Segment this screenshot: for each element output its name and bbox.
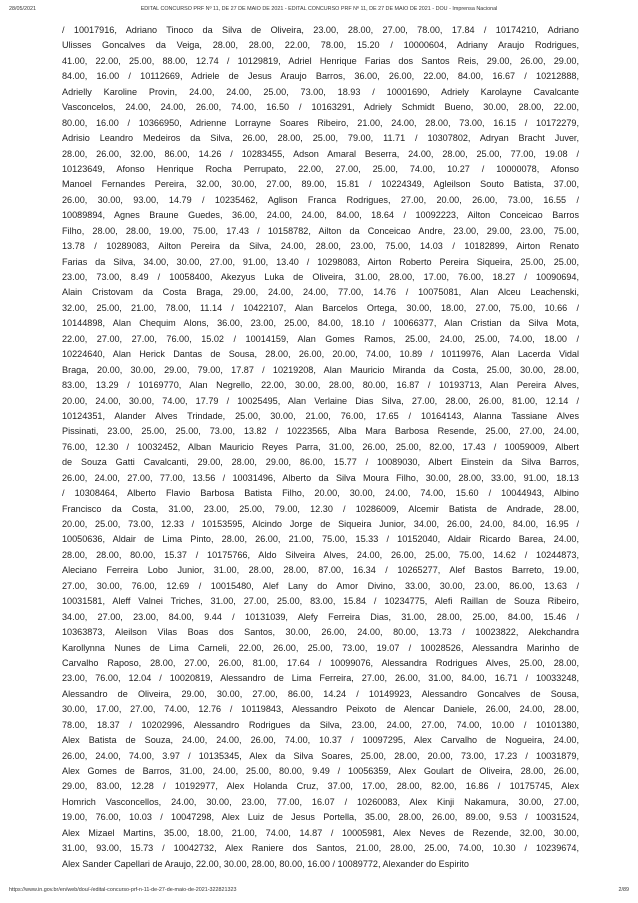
text-line: 13.78 / 10289083, Ailton Pereira da Silva, 24.00, 28.00, 23.00, 75.00, 14.03 / 10182899, Airton Renato xyxy=(62,241,579,252)
text-line: 10123649, Afonso Henrique Rocha Perrupato, 22.00, 27.00, 25.00, 74.00, 10.27 / 10000078, Afonso xyxy=(62,163,579,174)
text-line: Karollynna Nunes de Lima Carneli, 22.00, 26.00, 25.00, 73.00, 19.07 / 10028526, Alessandra Marinho de xyxy=(62,642,579,653)
text-line: 31.00, 93.00, 15.73 / 10042732, Alex Raniere dos Santos, 21.00, 28.00, 25.00, 74.00, 10.30 / 10239674, xyxy=(62,843,579,854)
text-line: Adrielly Karoline Provin, 24.00, 24.00, 25.00, 73.00, 18.93 / 10001690, Adriely Karolayne Cavalcante xyxy=(62,86,579,97)
text-line: 20.00, 24.00, 30.00, 74.00, 17.79 / 10025495, Alan Verlaine Dias Silva, 27.00, 28.00, 26.00, 81.00, 12.14 / xyxy=(62,395,579,406)
document-title: EDITAL CONCURSO PRF Nº 11, DE 27 DE MAIO DE 2021 - EDITAL CONCURSO PRF Nº 11, DE 27 DE MAIO DE 2021 - DOU - Imprensa Nacional xyxy=(140,6,498,12)
text-line: 23.00, 73.00, 8.49 / 10058400, Akezyus Luka de Oliveira, 31.00, 28.00, 17.00, 76.00, 18.27 / 10090694, xyxy=(62,272,579,282)
text-line: 19.00, 76.00, 10.03 / 10047298, Alex Luiz de Jesus Portella, 35.00, 28.00, 26.00, 89.00, 9.53 / 10031524, xyxy=(62,812,579,823)
text-line: 10089894, Agnes Braune Guedes, 36.00, 24.00, 24.00, 84.00, 18.64 / 10092223, Ailton Conceicao Barros xyxy=(62,210,579,221)
text-line: Carvalho Raposo, 28.00, 27.00, 26.00, 81.00, 17.64 / 10099076, Alessandra Rodrigues Alves, 25.00, 28.00, xyxy=(62,657,579,668)
text-line: 26.00, 24.00, 74.00, 3.97 / 10135345, Alex da Silva Soares, 25.00, 28.00, 20.00, 73.00, 17.23 / 10031879, xyxy=(62,750,579,761)
text-line: 28.00, 26.00, 32.00, 86.00, 14.26 / 10283455, Adson Amaral Beserra, 24.00, 28.00, 25.00, 77.00, 19.08 / xyxy=(62,148,579,159)
text-line: 26.00, 24.00, 27.00, 77.00, 13.56 / 10031496, Alberto da Silva Moura Filho, 30.00, 28.00, 33.00, 91.00, 18.13 xyxy=(62,472,579,483)
text-line: Farias da Silva, 34.00, 30.00, 27.00, 91.00, 13.40 / 10298083, Airton Roberto Pereira Siqueira, 25.00, 25.00, xyxy=(62,256,579,267)
page-footer xyxy=(9,887,629,897)
text-line: Pissinati, 23.00, 25.00, 25.00, 73.00, 13.82 / 10223565, Alba Mara Barbosa Resende, 25.00, 27.00, 24.00, xyxy=(62,426,579,437)
print-date: 28/05/2021 xyxy=(9,6,36,12)
text-line: Alex Batista de Souza, 24.00, 24.00, 26.00, 74.00, 10.37 / 10097295, Alex Carvalho de Nogueira, 24.00, xyxy=(62,735,579,746)
text-line: Filho, 28.00, 28.00, 19.00, 75.00, 17.43 / 10158782, Ailton da Conceicao Andre, 23.00, 29.00, 23.00, 75.00, xyxy=(62,225,579,236)
text-line: 32.00, 25.00, 21.00, 78.00, 11.14 / 10422107, Alan Barcelos Ortega, 30.00, 18.00, 27.00, 75.00, 10.66 / xyxy=(62,302,579,313)
text-line: Alex Mizael Martins, 35.00, 18.00, 21.00, 74.00, 14.87 / 10005981, Alex Neves de Rezende, 32.00, 30.00, xyxy=(62,827,579,838)
text-line: Adrisio Leandro Medeiros da Silva, 26.00, 28.00, 25.00, 79.00, 11.71 / 10307802, Adryan Bracht Juver, xyxy=(62,133,579,144)
text-line: 10031581, Aleff Valnei Triches, 31.00, 27.00, 25.00, 83.00, 15.84 / 10234775, Alefi Raillan de Souza Ribeiro, xyxy=(62,596,579,607)
text-line: 10144898, Alan Chequim Alons, 36.00, 23.00, 25.00, 84.00, 18.10 / 10066377, Alan Cristian da Silva Mota, xyxy=(62,318,579,329)
text-line: 23.00, 76.00, 12.04 / 10020819, Alessandro de Lima Ferreira, 27.00, 26.00, 31.00, 84.00, 16.71 / 10033248, xyxy=(62,673,579,684)
text-line: Ulisses Goncalves da Veiga, 28.00, 28.00, 22.00, 78.00, 15.20 / 10000604, Adriany Araujo Rodrigues, xyxy=(62,40,579,51)
text-line: 27.00, 30.00, 76.00, 12.69 / 10015480, Alef Lany do Amor Divino, 33.00, 30.00, 23.00, 86.00, 13.63 / xyxy=(62,580,579,591)
text-line: 10224640, Alan Herick Dantas de Sousa, 28.00, 26.00, 20.00, 74.00, 10.89 / 10119976, Alan Lacerda Vidal xyxy=(62,349,579,360)
text-line: Braga, 20.00, 30.00, 29.00, 79.00, 17.87 / 10219208, Alan Mauricio Miranda da Costa, 25.00, 30.00, 28.00, xyxy=(62,364,579,375)
text-line: 26.00, 30.00, 93.00, 14.79 / 10235462, Aglison Franca Rodrigues, 27.00, 20.00, 26.00, 73.00, 16.55 / xyxy=(62,194,579,205)
text-line: 76.00, 12.30 / 10032452, Alban Mauricio Reyes Parra, 31.00, 26.00, 25.00, 82.00, 17.43 / 10059009, Albert xyxy=(62,441,579,452)
text-line: 29.00, 83.00, 12.28 / 10192977, Alex Holanda Cruz, 37.00, 17.00, 28.00, 82.00, 16.86 / 10175745, Alex xyxy=(62,781,579,792)
text-line: 20.00, 25.00, 73.00, 12.33 / 10153595, Alcindo Jorge de Siqueira Junior, 34.00, 26.00, 24.00, 84.00, 16.95 / xyxy=(62,519,579,529)
text-line: de Souza Gatti Cavalcanti, 29.00, 28.00, 29.00, 86.00, 15.77 / 10089030, Albert Einstein da Silva Barros, xyxy=(62,457,579,468)
text-line: Alex Gomes de Barros, 31.00, 24.00, 25.00, 80.00, 9.49 / 10056359, Alex Goulart de Oliveira, 28.00, 26.00, xyxy=(62,766,579,776)
text-line: Alex Sander Capellari de Araujo, 22.00, 30.00, 28.00, 80.00, 16.00 / 10089772, Alexander do Espirito xyxy=(62,858,469,869)
text-line: 80.00, 16.00 / 10366950, Adrienne Lorrayne Soares Ribeiro, 21.00, 24.00, 28.00, 73.00, 16.15 / 10172279, xyxy=(62,117,579,128)
text-line: Francisco da Costa, 31.00, 23.00, 25.00, 79.00, 12.30 / 10286009, Alcemir Batista de Andrade, 28.00, xyxy=(62,503,579,514)
page-header xyxy=(9,6,629,16)
text-line: Alessandro de Oliveira, 29.00, 30.00, 27.00, 86.00, 14.24 / 10149923, Alessandro Goncalves de Sousa, xyxy=(62,688,579,699)
text-line: / 10308464, Alberto Flavio Barbosa Batista Filho, 20.00, 30.00, 24.00, 74.00, 15.60 / 10044943, Albino xyxy=(62,488,579,499)
text-line: 30.00, 17.00, 27.00, 74.00, 12.76 / 10119843, Alessandro Peixoto de Alencar Daniele, 26.00, 24.00, 28.00, xyxy=(62,704,579,715)
page-url-link[interactable]: https://www.in.gov.br/en/web/dou/-/edital-concurso-prf-n-11-de-27-de-maio-de-2021-322821323 xyxy=(9,887,237,893)
text-line: Homrich Vasconcellos, 24.00, 30.00, 23.00, 77.00, 16.07 / 10260083, Alex Kinji Nakamura, 30.00, 27.00, xyxy=(62,796,579,807)
document-body xyxy=(62,23,579,872)
text-line: Manoel Fernandes Pereira, 32.00, 30.00, 27.00, 89.00, 15.81 / 10224349, Agleilson Souto Batista, 37.00, xyxy=(62,179,579,190)
text-line: 83.00, 13.29 / 10169770, Alan Negrello, 22.00, 30.00, 28.00, 80.00, 16.87 / 10193713, Alan Pereira Alves, xyxy=(62,380,579,391)
text-line: 78.00, 18.37 / 10202996, Alessandro Rodrigues da Silva, 23.00, 24.00, 27.00, 74.00, 10.00 / 10101380, xyxy=(62,719,579,730)
text-line: Vasconcelos, 24.00, 24.00, 26.00, 74.00, 16.50 / 10163291, Adriely Schmidt Bueno, 30.00, 28.00, 22.00, xyxy=(62,102,579,113)
text-line: 10050636, Aldair de Lima Pinto, 28.00, 26.00, 21.00, 75.00, 15.33 / 10152040, Aldair Ricardo Barea, 24.00, xyxy=(62,534,579,545)
text-line: 84.00, 16.00 / 10112669, Adriele de Jesus Araujo Barros, 36.00, 26.00, 22.00, 84.00, 16.67 / 10212888, xyxy=(62,71,579,82)
text-line: 28.00, 28.00, 80.00, 15.37 / 10175766, Aldo Silveira Alves, 24.00, 26.00, 25.00, 75.00, 14.62 / 10244873, xyxy=(62,549,579,560)
page-number: 2/89 xyxy=(618,887,629,893)
text-line: Alain Cristovam da Costa Braga, 29.00, 24.00, 24.00, 77.00, 14.76 / 10075081, Alan Alceu Leachenski, xyxy=(62,287,579,298)
text-line: / 10017916, Adriano Tinoco da Silva de Oliveira, 23.00, 28.00, 27.00, 78.00, 17.84 / 10174210, Adriano xyxy=(62,25,579,35)
text-line: 34.00, 27.00, 23.00, 84.00, 9.44 / 10131039, Alefy Ferreira Dias, 31.00, 28.00, 25.00, 84.00, 15.46 / xyxy=(62,611,579,622)
text-line: 22.00, 27.00, 27.00, 76.00, 15.02 / 10014159, Alan Gomes Ramos, 25.00, 24.00, 25.00, 74.00, 18.00 / xyxy=(62,333,579,344)
text-line: 10363873, Aleilson Vilas Boas dos Santos, 30.00, 26.00, 24.00, 80.00, 13.73 / 10023822, Alekchandra xyxy=(62,627,579,638)
text-line: 10124351, Alander Alves Trindade, 25.00, 30.00, 21.00, 76.00, 17.65 / 10164143, Alanna Tassiane Alves xyxy=(62,410,579,421)
text-line: 41.00, 22.00, 25.00, 88.00, 12.74 / 10129819, Adriel Henrique Farias dos Santos Reis, 29.00, 26.00, 29.00, xyxy=(62,55,579,66)
text-line: Aleciano Ferreira Lobo Junior, 31.00, 28.00, 28.00, 87.00, 16.34 / 10265277, Alef Bastos Barreto, 19.00, xyxy=(62,565,579,576)
